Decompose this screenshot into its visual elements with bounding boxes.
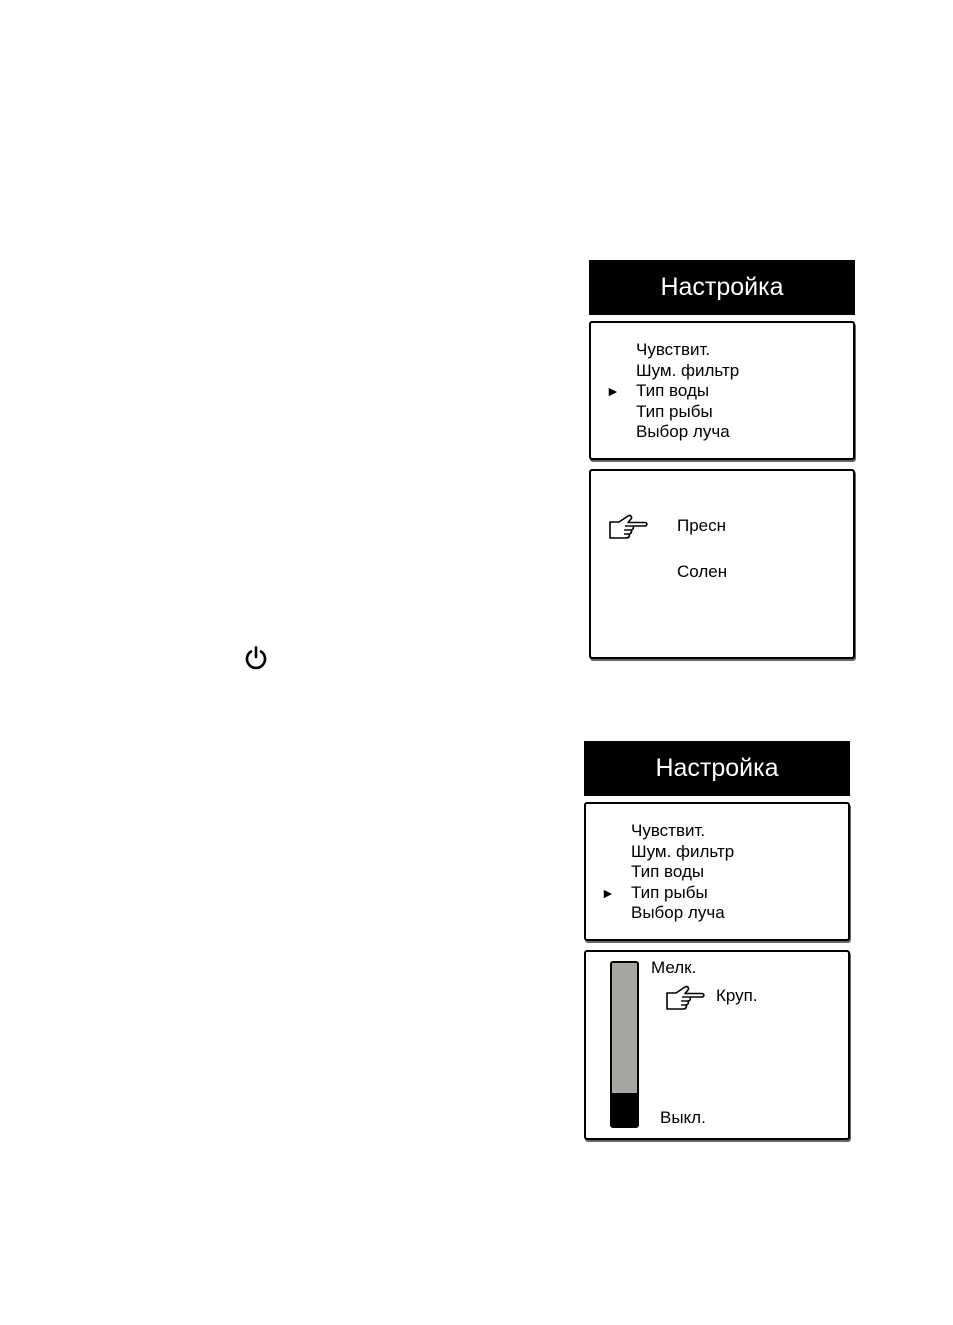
selector-arrow-icon: ► — [601, 884, 615, 901]
menu-item-noise-filter[interactable] — [591, 361, 853, 382]
menu-item-label: Выбор луча — [636, 422, 730, 441]
menu-item-beam-select[interactable] — [586, 903, 848, 924]
option-off[interactable]: Выкл. — [660, 1108, 706, 1127]
menu-item-label: Тип воды — [631, 862, 705, 881]
menu-item-label: Шум. фильтр — [631, 841, 735, 861]
menu-item-label: Чувствит. — [636, 340, 711, 359]
selector-arrow-icon: ► — [606, 383, 620, 399]
pointing-hand-icon — [607, 511, 649, 541]
gauge-fill-level — [612, 1093, 637, 1126]
fish-size-gauge[interactable] — [610, 961, 639, 1128]
menu-item-beam-select[interactable] — [591, 422, 853, 443]
option-salt-water[interactable]: Солен — [677, 562, 728, 581]
screen-title: Настройка — [584, 741, 850, 796]
power-icon[interactable] — [243, 645, 269, 671]
menu-item-fish-type[interactable] — [586, 883, 848, 904]
menu-item-label: Выбор луча — [631, 903, 725, 922]
settings-menu — [584, 802, 850, 941]
menu-item-water-type[interactable] — [586, 862, 848, 883]
menu-item-label: Шум. фильтр — [636, 360, 740, 380]
settings-menu — [589, 321, 855, 460]
menu-item-sensitivity[interactable] — [591, 340, 853, 361]
menu-item-label: Тип воды — [636, 381, 710, 400]
menu-item-label: Тип рыбы — [631, 882, 708, 902]
menu-item-label: Чувствит. — [631, 821, 706, 840]
water-type-options — [589, 469, 855, 659]
menu-item-water-type[interactable] — [591, 381, 853, 402]
option-small-fish[interactable]: Мелк. — [651, 958, 697, 977]
option-large-fish[interactable]: Круп. — [716, 986, 758, 1005]
fish-type-options — [584, 950, 850, 1140]
pointing-hand-icon — [664, 982, 706, 1012]
settings-screen-water-type — [589, 260, 855, 659]
menu-item-noise-filter[interactable] — [586, 842, 848, 863]
menu-item-sensitivity[interactable] — [586, 821, 848, 842]
settings-screen-fish-type — [584, 741, 850, 1140]
menu-item-label: Тип рыбы — [636, 401, 713, 421]
menu-item-fish-type[interactable] — [591, 402, 853, 423]
option-fresh-water[interactable]: Пресн — [677, 516, 727, 535]
screen-title: Настройка — [589, 260, 855, 315]
